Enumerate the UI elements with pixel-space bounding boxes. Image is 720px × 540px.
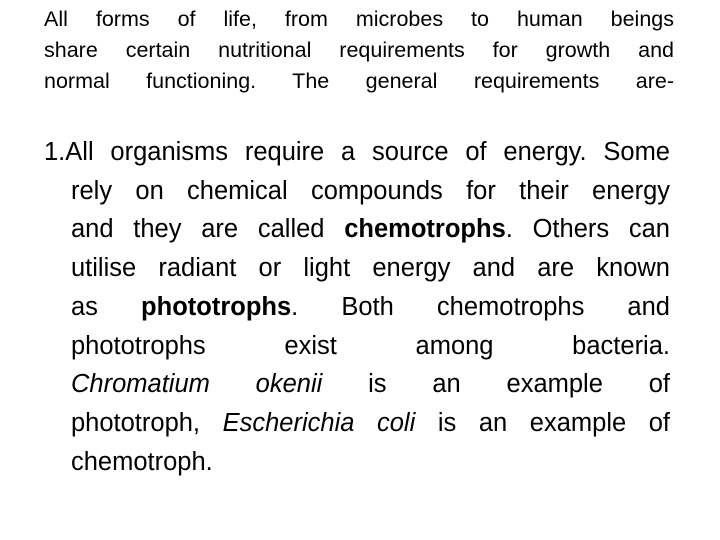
point-body <box>44 133 670 481</box>
intro-line-1: All forms of life, from microbes to human beings <box>44 7 674 31</box>
point-line-4: utilise radiant or light energy and are known <box>71 254 670 283</box>
point-line-7-post: is an example of <box>322 370 670 399</box>
point-line-5 <box>71 288 670 327</box>
point-line-5-post: . Both chemotrophs and <box>291 292 670 321</box>
point-line-3-pre: and they are called <box>71 215 345 244</box>
species-escherichia-coli: Escherichia coli <box>222 408 416 437</box>
point-line-3-post: . Others can <box>505 215 670 244</box>
point-line-2: rely on chemical compounds for their energy <box>71 176 670 205</box>
point-line-7 <box>71 365 670 404</box>
point-line-1 <box>44 133 670 172</box>
point-line-3 <box>71 210 670 249</box>
intro-line-2: share certain nutritional requirements for growth and <box>44 38 674 62</box>
term-chemotrophs: chemotrophs <box>344 215 506 244</box>
point-line-8-pre: phototroph, <box>71 408 223 437</box>
point-line-5-pre: as <box>71 292 142 321</box>
point-line-6: phototrophs exist among bacteria. <box>71 331 670 360</box>
point-line-1-text: All organisms require a source of energy. Some <box>65 138 670 166</box>
point-line-8 <box>71 404 670 443</box>
term-phototrophs: phototrophs <box>141 292 292 321</box>
point-number: 1. <box>44 138 66 166</box>
intro-line-3: normal functioning. The general requirements are- <box>44 69 674 93</box>
species-chromatium-okenii: Chromatium okenii <box>71 370 323 399</box>
point-line-9: chemotroph. <box>71 447 213 476</box>
point-line-8-post: is an example of <box>415 408 671 437</box>
intro-paragraph <box>44 4 674 97</box>
numbered-point-1 <box>44 133 670 481</box>
